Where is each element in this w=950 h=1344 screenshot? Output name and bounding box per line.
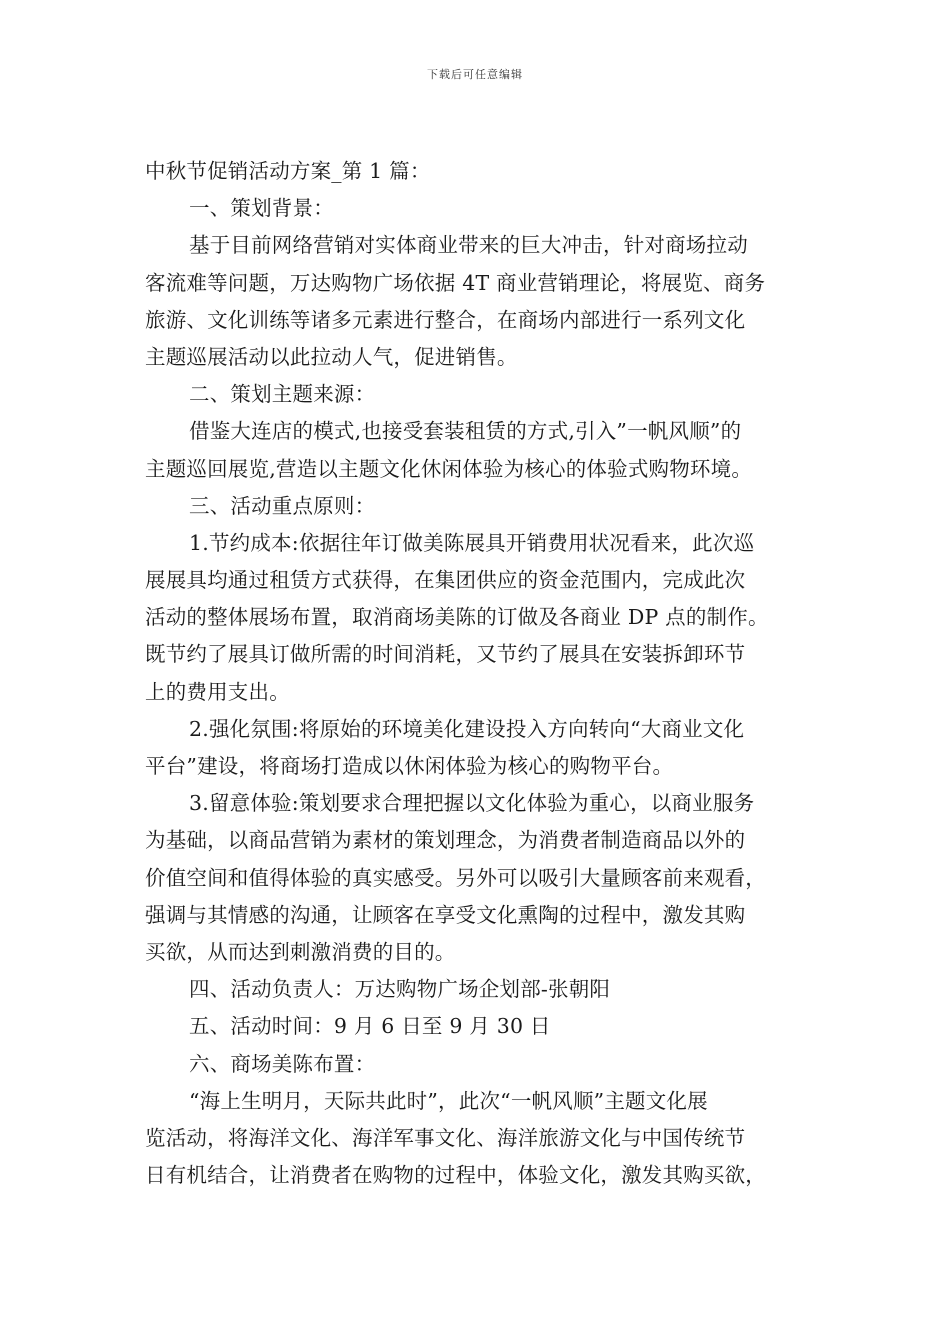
text-line: 1.节约成本:依据往年订做美陈展具开销费用状况看来，此次巡 [189, 530, 755, 555]
document-body [145, 153, 825, 1194]
text-line: 展展具均通过租赁方式获得，在集团供应的资金范围内，完成此次 [145, 568, 746, 593]
text-line: 览活动，将海洋文化、海洋军事文化、海洋旅游文化与中国传统节 [145, 1125, 746, 1150]
text-line: 上的费用支出。 [145, 679, 290, 704]
text-line: 主题巡展活动以此拉动人气，促进销售。 [145, 344, 518, 369]
text-line: 六、商场美陈布置： [189, 1051, 376, 1076]
text-line: 为基础，以商品营销为素材的策划理念，为消费者制造商品以外的 [145, 828, 746, 853]
text-line: 中秋节促销活动方案_第 1 篇： [145, 159, 431, 183]
text-line: 活动的整体展场布置，取消商场美陈的订做及各商业 DP 点的制作。 [145, 605, 769, 630]
text-line: 买欲，从而达到刺激消费的目的。 [145, 939, 456, 964]
text-line: 三、活动重点原则： [189, 493, 376, 518]
header-note: 下载后可任意编辑 [427, 68, 523, 81]
text-line: 平台”建设，将商场打造成以休闲体验为核心的购物平台。 [145, 754, 674, 778]
text-line: 基于目前网络营销对实体商业带来的巨大冲击，针对商场拉动 [189, 233, 748, 258]
text-line: 四、活动负责人：万达购物广场企划部-张朝阳 [189, 977, 611, 1002]
text-line: 3.留意体验:策划要求合理把握以文化体验为重心，以商业服务 [189, 791, 755, 816]
text-line: 一、策划背景： [189, 196, 334, 221]
text-line: 二、策划主题来源： [189, 382, 376, 407]
text-line: 强调与其情感的沟通，让顾客在享受文化熏陶的过程中，激发其购 [145, 902, 746, 927]
text-line: “海上生明月，天际共此时”，此次“一帆风顺”主题文化展 [189, 1088, 708, 1113]
text-line: 借鉴大连店的模式,也接受套装租赁的方式,引入”一帆风顺”的 [189, 419, 742, 444]
text-line: 主题巡回展览,营造以主题文化休闲体验为核心的体验式购物环境。 [145, 456, 753, 481]
text-line: 既节约了展具订做所需的时间消耗，又节约了展具在安装拆卸环节 [145, 642, 746, 667]
text-line: 五、活动时间：9 月 6 日至 9 月 30 日 [189, 1014, 551, 1039]
text-line: 价值空间和值得体验的真实感受。另外可以吸引大量顾客前来观看， [145, 865, 766, 890]
text-line: 客流难等问题，万达购物广场依据 4T 商业营销理论，将展览、商务 [145, 270, 766, 295]
text-line: 旅游、文化训练等诸多元素进行整合，在商场内部进行一系列文化 [145, 307, 746, 332]
text-line: 日有机结合，让消费者在购物的过程中，体验文化，激发其购买欲， [145, 1163, 766, 1188]
text-line: 2.强化氛围:将原始的环境美化建设投入方向转向“大商业文化 [189, 716, 745, 741]
